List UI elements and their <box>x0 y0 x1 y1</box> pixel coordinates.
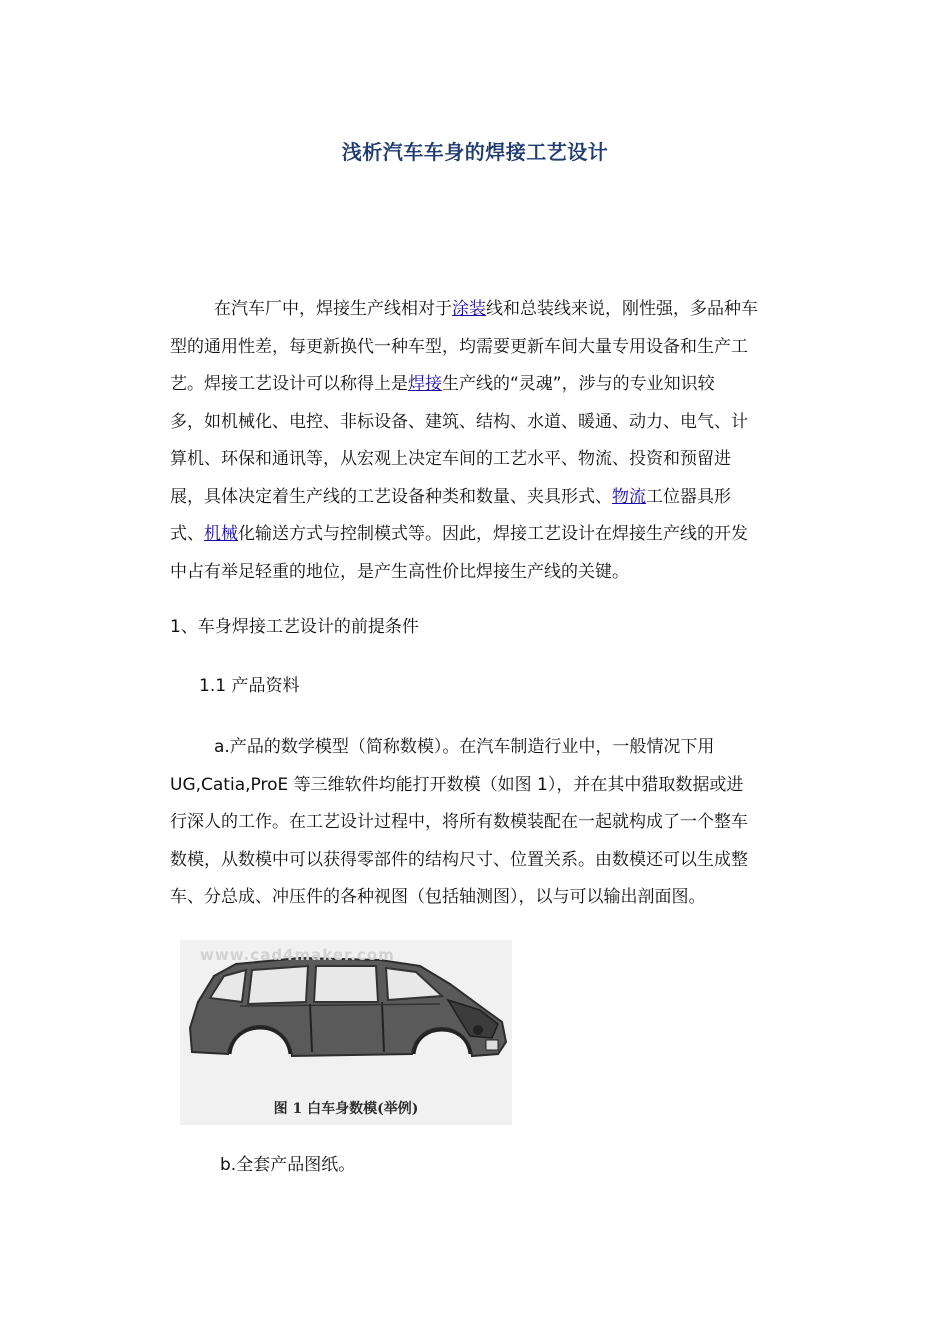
intro-text: 生产线的“灵魂”，涉与的专业知识较 <box>442 374 715 394</box>
item-a-line-1: a.产品的数学模型（简称数模）。在汽车制造行业中，一般情况下用 <box>214 737 715 757</box>
link-welding[interactable]: 焊接 <box>408 374 442 394</box>
intro-paragraph <box>170 291 782 591</box>
link-logistics[interactable]: 物流 <box>612 486 646 507</box>
intro-text: 化输送方式与控制模式等。因此，焊接工艺设计在焊接生产线的开发 <box>238 524 748 544</box>
figure-watermark: www.cad4maker.com <box>200 946 395 964</box>
intro-line-5: 算机、环保和通讯等，从宏观上决定车间的工艺水平、物流、投资和预留进 <box>170 449 731 469</box>
item-a-line-4: 数模，从数模中可以获得零部件的结构尺寸、位置关系。由数模还可以生成整 <box>170 849 748 870</box>
intro-text: 线和总装线来说，刚性强，多品种车 <box>486 299 758 319</box>
intro-text: 在汽车厂中，焊接生产线相对于 <box>214 299 452 319</box>
section-heading-1-1: 1.1 产品资料 <box>199 676 300 696</box>
intro-line-1 <box>170 291 782 329</box>
intro-text: 式、 <box>170 524 204 544</box>
item-a-line-3: 行深人的工作。在工艺设计过程中，将所有数模装配在一起就构成了一个整车 <box>170 812 748 832</box>
link-coating[interactable]: 涂装 <box>452 299 486 319</box>
item-b-text: b.全套产品图纸。 <box>220 1155 356 1175</box>
figure-car-body <box>180 940 512 1125</box>
item-a-line-2: UG,Catia,ProE 等三维软件均能打开数模（如图 1），并在其中猎取数据或进 <box>170 774 744 795</box>
item-a-paragraph <box>170 729 782 917</box>
link-machinery[interactable]: 机械 <box>204 524 238 544</box>
intro-text: 工位器具形 <box>646 486 731 507</box>
intro-line-7 <box>170 516 782 554</box>
intro-line-2: 型的通用性差，每更新换代一种车型，均需要更新车间大量专用设备和生产工 <box>170 336 748 357</box>
intro-line-3 <box>170 366 782 404</box>
intro-text: 艺。焊接工艺设计可以称得上是 <box>170 374 408 394</box>
intro-line-8: 中占有举足轻重的地位，是产生高性价比焊接生产线的关键。 <box>170 561 629 582</box>
document-title: 浅析汽车车身的焊接工艺设计 <box>341 140 609 164</box>
item-a-line-5: 车、分总成、冲压件的各种视图（包括轴测图），以与可以输出剖面图。 <box>170 887 706 907</box>
intro-line-6 <box>170 479 782 517</box>
section-heading-1: 1、车身焊接工艺设计的前提条件 <box>170 617 419 637</box>
figure-caption: 图 1 白车身数模(举例) <box>273 1101 419 1117</box>
intro-text: 展，具体决定着生产线的工艺设备种类和数量、夹具形式、 <box>170 486 612 507</box>
intro-line-4: 多，如机械化、电控、非标设备、建筑、结构、水道、暖通、动力、电气、计 <box>170 411 748 432</box>
